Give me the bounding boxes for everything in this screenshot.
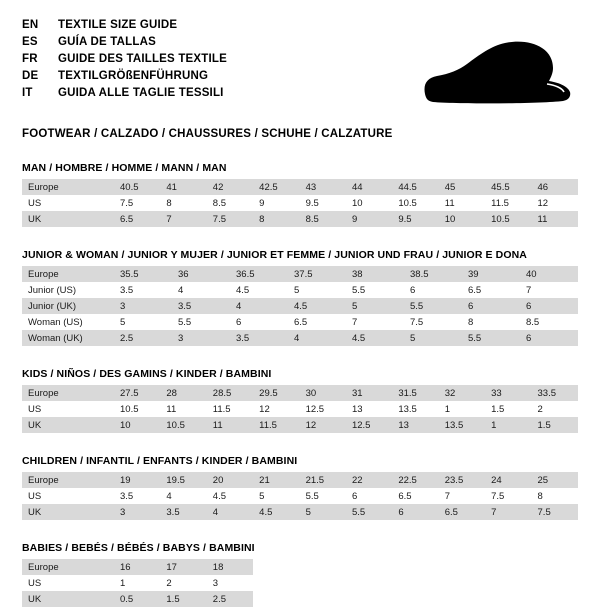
cell: 32 <box>439 385 485 401</box>
cell: 6 <box>520 298 578 314</box>
cell: 6 <box>404 282 462 298</box>
cell: 46 <box>532 179 578 195</box>
cell: 43 <box>300 179 346 195</box>
table-row <box>22 488 578 504</box>
cell: 13 <box>392 417 438 433</box>
cell: 7.5 <box>404 314 462 330</box>
cell: 23.5 <box>439 472 485 488</box>
size-table-man <box>22 179 578 227</box>
cell: 17 <box>160 559 206 575</box>
cell: 6 <box>346 488 392 504</box>
cell: 25 <box>532 472 578 488</box>
cell: 3.5 <box>160 504 206 520</box>
table-row <box>22 472 578 488</box>
cell: 8 <box>532 488 578 504</box>
cell: 6.5 <box>439 504 485 520</box>
size-table-children <box>22 472 578 520</box>
table-row <box>22 330 578 346</box>
cell: 11 <box>532 211 578 227</box>
language-row <box>22 18 227 33</box>
cell: 1 <box>485 417 531 433</box>
size-table-junior-woman <box>22 266 578 346</box>
cell: 44 <box>346 179 392 195</box>
cell-empty <box>253 559 299 575</box>
cell: 13 <box>346 401 392 417</box>
section-kids <box>22 368 578 433</box>
cell-empty <box>300 559 346 575</box>
cell-empty <box>439 575 485 591</box>
cell: 31.5 <box>392 385 438 401</box>
cell: 12.5 <box>346 417 392 433</box>
row-label: US <box>22 575 114 591</box>
cell-empty <box>485 591 531 607</box>
cell: 22.5 <box>392 472 438 488</box>
cell: 8.5 <box>207 195 253 211</box>
cell: 3.5 <box>114 488 160 504</box>
cell: 6 <box>462 298 520 314</box>
cell: 36.5 <box>230 266 288 282</box>
table-row <box>22 314 578 330</box>
row-label: Europe <box>22 179 114 195</box>
cell: 8 <box>160 195 206 211</box>
cell: 10 <box>114 417 160 433</box>
cell: 44.5 <box>392 179 438 195</box>
cell-empty <box>439 591 485 607</box>
cell: 5 <box>114 314 172 330</box>
section-man <box>22 162 578 227</box>
cell: 7.5 <box>114 195 160 211</box>
cell-empty <box>485 559 531 575</box>
cell: 1.5 <box>485 401 531 417</box>
cell-empty <box>253 575 299 591</box>
cell: 10.5 <box>114 401 160 417</box>
cell-empty <box>439 559 485 575</box>
cell: 33.5 <box>532 385 578 401</box>
cell: 4.5 <box>230 282 288 298</box>
cell: 10 <box>346 195 392 211</box>
cell: 7.5 <box>532 504 578 520</box>
cell-empty <box>392 591 438 607</box>
cell: 3 <box>172 330 230 346</box>
size-table-kids <box>22 385 578 433</box>
cell: 20 <box>207 472 253 488</box>
row-label: US <box>22 488 114 504</box>
language-title: GUIDA ALLE TAGLIE TESSILI <box>58 87 224 99</box>
cell: 5.5 <box>346 282 404 298</box>
cell: 19.5 <box>160 472 206 488</box>
cell: 35.5 <box>114 266 172 282</box>
language-title-list <box>22 18 227 101</box>
cell: 4 <box>172 282 230 298</box>
cell: 10.5 <box>485 211 531 227</box>
table-row <box>22 591 578 607</box>
cell: 18 <box>207 559 253 575</box>
table-row <box>22 298 578 314</box>
language-title: GUÍA DE TALLAS <box>58 36 156 48</box>
cell: 2 <box>532 401 578 417</box>
cell-empty <box>485 575 531 591</box>
cell: 22 <box>346 472 392 488</box>
cell: 6.5 <box>392 488 438 504</box>
dress-shoe-icon <box>387 34 572 112</box>
cell: 6 <box>392 504 438 520</box>
row-label: UK <box>22 211 114 227</box>
cell: 4 <box>207 504 253 520</box>
row-label: Junior (US) <box>22 282 114 298</box>
row-label: Junior (UK) <box>22 298 114 314</box>
cell: 27.5 <box>114 385 160 401</box>
cell: 7 <box>160 211 206 227</box>
cell: 38 <box>346 266 404 282</box>
cell: 2.5 <box>114 330 172 346</box>
cell: 21.5 <box>300 472 346 488</box>
cell: 7 <box>485 504 531 520</box>
cell: 4 <box>160 488 206 504</box>
cell: 9 <box>346 211 392 227</box>
cell: 6 <box>520 330 578 346</box>
cell: 3.5 <box>172 298 230 314</box>
cell: 10 <box>439 211 485 227</box>
row-label: Europe <box>22 266 114 282</box>
cell: 11 <box>207 417 253 433</box>
cell: 28 <box>160 385 206 401</box>
cell: 5 <box>404 330 462 346</box>
cell: 29.5 <box>253 385 299 401</box>
cell: 6.5 <box>462 282 520 298</box>
cell: 5 <box>346 298 404 314</box>
cell: 1.5 <box>532 417 578 433</box>
cell: 4.5 <box>288 298 346 314</box>
row-label: UK <box>22 417 114 433</box>
section-title: MAN / HOMBRE / HOMME / MANN / MAN <box>22 162 227 174</box>
cell-empty <box>300 591 346 607</box>
language-code: EN <box>22 19 39 31</box>
row-label: US <box>22 401 114 417</box>
cell: 42.5 <box>253 179 299 195</box>
cell: 11.5 <box>485 195 531 211</box>
cell: 3.5 <box>114 282 172 298</box>
cell: 8 <box>253 211 299 227</box>
table-row <box>22 559 578 575</box>
cell: 8 <box>462 314 520 330</box>
cell: 21 <box>253 472 299 488</box>
table-row <box>22 575 578 591</box>
cell: 3 <box>114 298 172 314</box>
cell-empty <box>532 559 578 575</box>
cell: 4.5 <box>346 330 404 346</box>
cell: 42 <box>207 179 253 195</box>
language-row <box>22 86 227 101</box>
cell: 7 <box>346 314 404 330</box>
row-label: Woman (UK) <box>22 330 114 346</box>
cell: 9 <box>253 195 299 211</box>
cell: 5 <box>300 504 346 520</box>
cell: 13.5 <box>439 417 485 433</box>
table-row <box>22 266 578 282</box>
cell: 9.5 <box>392 211 438 227</box>
cell: 5.5 <box>300 488 346 504</box>
cell: 19 <box>114 472 160 488</box>
cell: 8.5 <box>300 211 346 227</box>
language-title: TEXTILGRÖßENFÜHRUNG <box>58 70 209 82</box>
cell: 10.5 <box>392 195 438 211</box>
cell: 1 <box>114 575 160 591</box>
section-title: CHILDREN / INFANTIL / ENFANTS / KINDER / BAMBINI <box>22 455 298 467</box>
cell: 41 <box>160 179 206 195</box>
table-row <box>22 211 578 227</box>
cell: 12.5 <box>300 401 346 417</box>
row-label: Woman (US) <box>22 314 114 330</box>
cell: 7.5 <box>485 488 531 504</box>
cell: 12 <box>300 417 346 433</box>
table-row <box>22 282 578 298</box>
cell-empty <box>392 559 438 575</box>
cell: 7.5 <box>207 211 253 227</box>
language-row <box>22 35 227 50</box>
cell-empty <box>253 591 299 607</box>
cell: 5.5 <box>346 504 392 520</box>
language-row <box>22 69 227 84</box>
cell: 40 <box>520 266 578 282</box>
cell: 5.5 <box>172 314 230 330</box>
cell: 38.5 <box>404 266 462 282</box>
cell-empty <box>346 559 392 575</box>
cell: 16 <box>114 559 160 575</box>
cell: 5 <box>288 282 346 298</box>
cell: 40.5 <box>114 179 160 195</box>
page-header <box>22 18 578 112</box>
cell: 13.5 <box>392 401 438 417</box>
cell: 6 <box>230 314 288 330</box>
cell: 0.5 <box>114 591 160 607</box>
cell: 5.5 <box>462 330 520 346</box>
cell: 8.5 <box>520 314 578 330</box>
row-label: UK <box>22 591 114 607</box>
table-row <box>22 179 578 195</box>
cell: 4 <box>288 330 346 346</box>
language-code: IT <box>22 87 33 99</box>
cell-empty <box>532 591 578 607</box>
cell: 31 <box>346 385 392 401</box>
cell: 9.5 <box>300 195 346 211</box>
cell: 6.5 <box>288 314 346 330</box>
cell-empty <box>346 575 392 591</box>
cell: 3 <box>114 504 160 520</box>
cell: 36 <box>172 266 230 282</box>
cell: 11.5 <box>253 417 299 433</box>
section-title: KIDS / NIÑOS / DES GAMINS / KINDER / BAMBINI <box>22 368 272 380</box>
cell: 12 <box>532 195 578 211</box>
table-row <box>22 195 578 211</box>
table-row <box>22 504 578 520</box>
table-row <box>22 417 578 433</box>
section-title: BABIES / BEBÉS / BÉBÉS / BABYS / BAMBINI <box>22 542 255 554</box>
section-junior-woman <box>22 249 578 346</box>
row-label: US <box>22 195 114 211</box>
cell: 5 <box>253 488 299 504</box>
row-label: UK <box>22 504 114 520</box>
cell: 10.5 <box>160 417 206 433</box>
footwear-category-title: FOOTWEAR / CALZADO / CHAUSSURES / SCHUHE / CALZATURE <box>22 128 393 140</box>
cell-empty <box>300 575 346 591</box>
cell: 2.5 <box>207 591 253 607</box>
language-title: TEXTILE SIZE GUIDE <box>58 19 178 31</box>
cell: 7 <box>520 282 578 298</box>
cell: 4.5 <box>253 504 299 520</box>
cell: 28.5 <box>207 385 253 401</box>
cell: 1.5 <box>160 591 206 607</box>
cell: 37.5 <box>288 266 346 282</box>
row-label: Europe <box>22 559 114 575</box>
cell: 4.5 <box>207 488 253 504</box>
cell: 45.5 <box>485 179 531 195</box>
cell: 33 <box>485 385 531 401</box>
cell: 30 <box>300 385 346 401</box>
cell: 4 <box>230 298 288 314</box>
cell: 11 <box>439 195 485 211</box>
cell: 45 <box>439 179 485 195</box>
table-row <box>22 401 578 417</box>
language-code: DE <box>22 70 39 82</box>
section-babies <box>22 542 578 607</box>
cell: 12 <box>253 401 299 417</box>
language-code: ES <box>22 36 38 48</box>
cell: 3 <box>207 575 253 591</box>
language-title: GUIDE DES TAILLES TEXTILE <box>58 53 227 65</box>
table-row <box>22 385 578 401</box>
cell: 11 <box>160 401 206 417</box>
cell: 6.5 <box>114 211 160 227</box>
language-code: FR <box>22 53 38 65</box>
cell: 24 <box>485 472 531 488</box>
cell: 3.5 <box>230 330 288 346</box>
row-label: Europe <box>22 472 114 488</box>
cell: 7 <box>439 488 485 504</box>
cell: 2 <box>160 575 206 591</box>
cell: 5.5 <box>404 298 462 314</box>
section-title: JUNIOR & WOMAN / JUNIOR Y MUJER / JUNIOR ET FEMME / JUNIOR UND FRAU / JUNIOR E DONA <box>22 249 527 261</box>
row-label: Europe <box>22 385 114 401</box>
section-children <box>22 455 578 520</box>
cell: 1 <box>439 401 485 417</box>
cell-empty <box>392 575 438 591</box>
cell: 11.5 <box>207 401 253 417</box>
cell-empty <box>346 591 392 607</box>
cell-empty <box>532 575 578 591</box>
language-row <box>22 52 227 67</box>
cell: 39 <box>462 266 520 282</box>
